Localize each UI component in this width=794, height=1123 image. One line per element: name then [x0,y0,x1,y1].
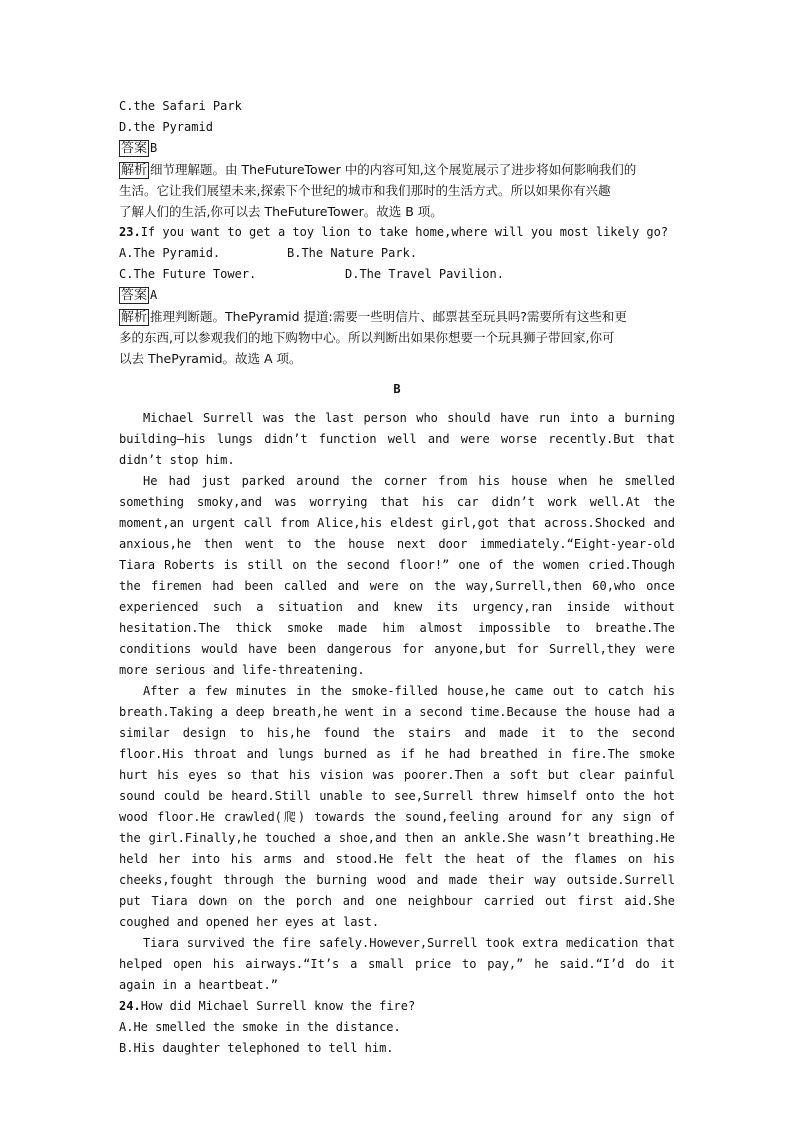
q23-option-b: B.The Nature Park. [287,246,418,260]
analysis-label-box: 解析 [121,310,148,325]
q23-option-d: D.The Travel Pavilion. [345,267,504,281]
q23-answer-line [119,285,675,306]
q22-option-c: C.the Safari Park [119,99,242,113]
q23-analysis-line1: 推理判断题。ThePyramid 提道:需要一些明信片、邮票甚至玩具吗?需要所有这些和更 [150,309,627,324]
document-page [119,96,675,1059]
q23-analysis [119,306,675,369]
q22-answer: B [150,141,158,155]
passage-paragraph-3: After a few minutes in the smoke-filled house,he came out to catch his breath.Taking a deep breath,he went in a second time.Because the house had a similar design to his,he found the stairs and made it to the second floor.His throat and lungs burned as if he had breathed in fire.The smoke hurt his eyes so that his vision was poorer.Then a soft but clear painful sound could be heard.Still unable to see,Surrell threw himself onto the hot wood floor.He crawled(爬) towards the sound,feeling around for any sign of the girl.Finally,he touched a shoe,and then an ankle.She wasn’t breathing.He held her into his arms and stood.He felt the heat of the flames on his cheeks,fought through the burning wood and made their way outside.Surrell put Tiara down on the porch and one neighbour carried out first aid.She coughed and opened her eyes at last. [119,684,675,929]
q22-answer-line [119,138,675,159]
q24-option-a: A.He smelled the smoke in the distance. [119,1020,401,1034]
q22-analysis-line1: 细节理解题。由 TheFutureTower 中的内容可知,这个展览展示了进步将如何影响我们的 [150,162,637,177]
q22-analysis [119,159,675,222]
q24-number: 24. [119,999,141,1013]
q23-option-c: C.The Future Tower. [119,267,257,281]
q23-question-line [119,222,675,243]
q23-analysis-line3: 以去 ThePyramid。故选 A 项。 [119,351,302,366]
q23-answer: A [150,288,158,302]
q22-analysis-line3: 了解人们的生活,你可以去 TheFutureTower。故选 B 项。 [119,204,443,219]
q23-question: If you want to get a toy lion to take home,where will you most likely go? [140,225,669,239]
q23-analysis-line2: 多的东西,可以参观我们的地下购物中心。所以判断出如果你想要一个玩具狮子带回家,你可 [119,330,615,345]
q24-question-line [119,996,675,1017]
passage-paragraph-1: Michael Surrell was the last person who should have run into a burning building—his lungs didn’t function well and were worse recently.But that didn’t stop him. [119,411,675,467]
q22-option-d: D.the Pyramid [119,120,213,134]
q24-question: How did Michael Surrell know the fire? [140,999,416,1013]
analysis-label-box: 解析 [121,163,148,178]
q23-number: 23. [119,225,141,239]
q22-analysis-line2: 生活。它让我们展望未来,探索下个世纪的城市和我们那时的生活方式。所以如果你有兴趣 [119,183,611,198]
passage-paragraph-4: Tiara survived the fire safely.However,Surrell took extra medication that helped open his airways.“It’s a small price to pay,” he said.“I’d do it again in a heartbeat.” [119,936,675,992]
answer-label-box: 答案 [121,288,148,303]
passage-paragraph-2: He had just parked around the corner from his house when he smelled something smoky,and was worrying that his car didn’t work well.At the moment,an urgent call from Alice,his eldest girl,got that across.Shocked and anxious,he then went to the house next door immediately.“Eight-year-old Tiara Roberts is still on the second floor!” one of the women cried.Though the firemen had been called and were on the way,Surrell,then 60,who once experienced such a situation and knew its urgency,ran inside without hesitation.The thick smoke made him almost impossible to breathe.The conditions would have been dangerous for anyone,but for Surrell,they were more serious and life-threatening. [119,474,675,677]
q24-option-b: B.His daughter telephoned to tell him. [119,1041,394,1055]
section-title: B [393,382,401,396]
q23-options-row2 [119,264,675,285]
answer-label-box: 答案 [121,141,148,156]
q23-option-a: A.The Pyramid. [119,246,221,260]
q23-options-row1 [119,243,675,264]
